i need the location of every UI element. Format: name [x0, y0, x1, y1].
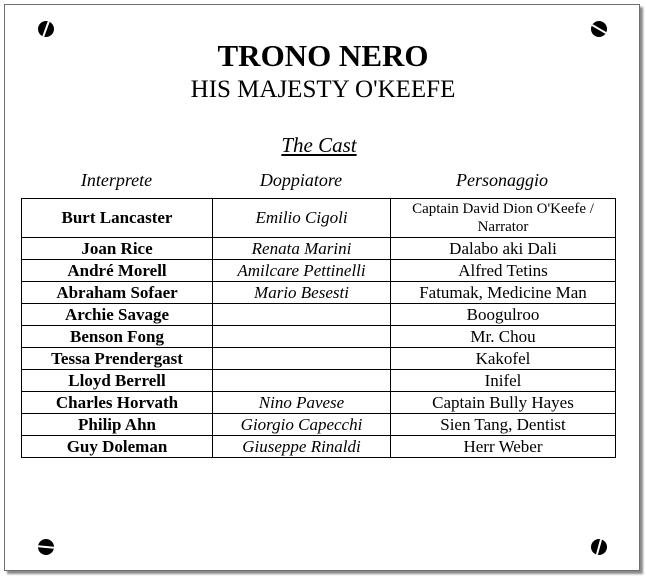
- role-cell: Sien Tang, Dentist: [391, 414, 616, 436]
- column-header-dubber: Doppiatore: [259, 170, 343, 190]
- dubber-cell: [213, 370, 391, 392]
- table-row: [22, 436, 616, 458]
- table-row: [22, 282, 616, 304]
- dubber-cell: Giorgio Capecchi: [213, 414, 391, 436]
- dubber-cell: [213, 326, 391, 348]
- dubber-cell: Giuseppe Rinaldi: [213, 436, 391, 458]
- role-cell: Alfred Tetins: [391, 260, 616, 282]
- actor-cell: Philip Ahn: [22, 414, 213, 436]
- dubber-cell: Nino Pavese: [213, 392, 391, 414]
- table-row: [22, 199, 616, 238]
- table-row: [22, 260, 616, 282]
- actor-cell: Joan Rice: [22, 238, 213, 260]
- actor-cell: Archie Savage: [22, 304, 213, 326]
- role-cell: Herr Weber: [391, 436, 616, 458]
- actor-cell: Tessa Prendergast: [22, 348, 213, 370]
- dubber-cell: [213, 304, 391, 326]
- screw-icon: [38, 539, 54, 555]
- table-row: [22, 414, 616, 436]
- actor-cell: Guy Doleman: [22, 436, 213, 458]
- table-row: [22, 238, 616, 260]
- role-cell: Fatumak, Medicine Man: [391, 282, 616, 304]
- dubber-cell: [213, 348, 391, 370]
- cast-heading: The Cast: [281, 133, 357, 157]
- actor-cell: Charles Horvath: [22, 392, 213, 414]
- table-row: [22, 370, 616, 392]
- column-header-role: Personaggio: [456, 170, 548, 190]
- table-row: [22, 392, 616, 414]
- screw-icon: [38, 21, 54, 37]
- actor-cell: Burt Lancaster: [22, 199, 213, 238]
- film-title: TRONO NERO: [217, 38, 429, 73]
- role-cell: Captain David Dion O'Keefe / Narrator: [391, 199, 616, 238]
- table-row: [22, 304, 616, 326]
- role-cell: Mr. Chou: [391, 326, 616, 348]
- actor-cell: Benson Fong: [22, 326, 213, 348]
- table-row: [22, 348, 616, 370]
- role-cell: Boogulroo: [391, 304, 616, 326]
- column-header-actor: Interprete: [80, 170, 153, 190]
- actor-cell: Abraham Sofaer: [22, 282, 213, 304]
- cast-plaque: [4, 4, 640, 571]
- actor-cell: André Morell: [22, 260, 213, 282]
- cast-table: [21, 198, 616, 458]
- dubber-cell: Emilio Cigoli: [213, 199, 391, 238]
- role-cell: Captain Bully Hayes: [391, 392, 616, 414]
- role-cell: Inifel: [391, 370, 616, 392]
- role-cell: Dalabo aki Dali: [391, 238, 616, 260]
- dubber-cell: Amilcare Pettinelli: [213, 260, 391, 282]
- table-row: [22, 326, 616, 348]
- dubber-cell: Mario Besesti: [213, 282, 391, 304]
- film-original-title: HIS MAJESTY O'KEEFE: [190, 76, 456, 103]
- screw-icon: [591, 21, 607, 37]
- actor-cell: Lloyd Berrell: [22, 370, 213, 392]
- dubber-cell: Renata Marini: [213, 238, 391, 260]
- screw-icon: [591, 539, 607, 555]
- role-cell: Kakofel: [391, 348, 616, 370]
